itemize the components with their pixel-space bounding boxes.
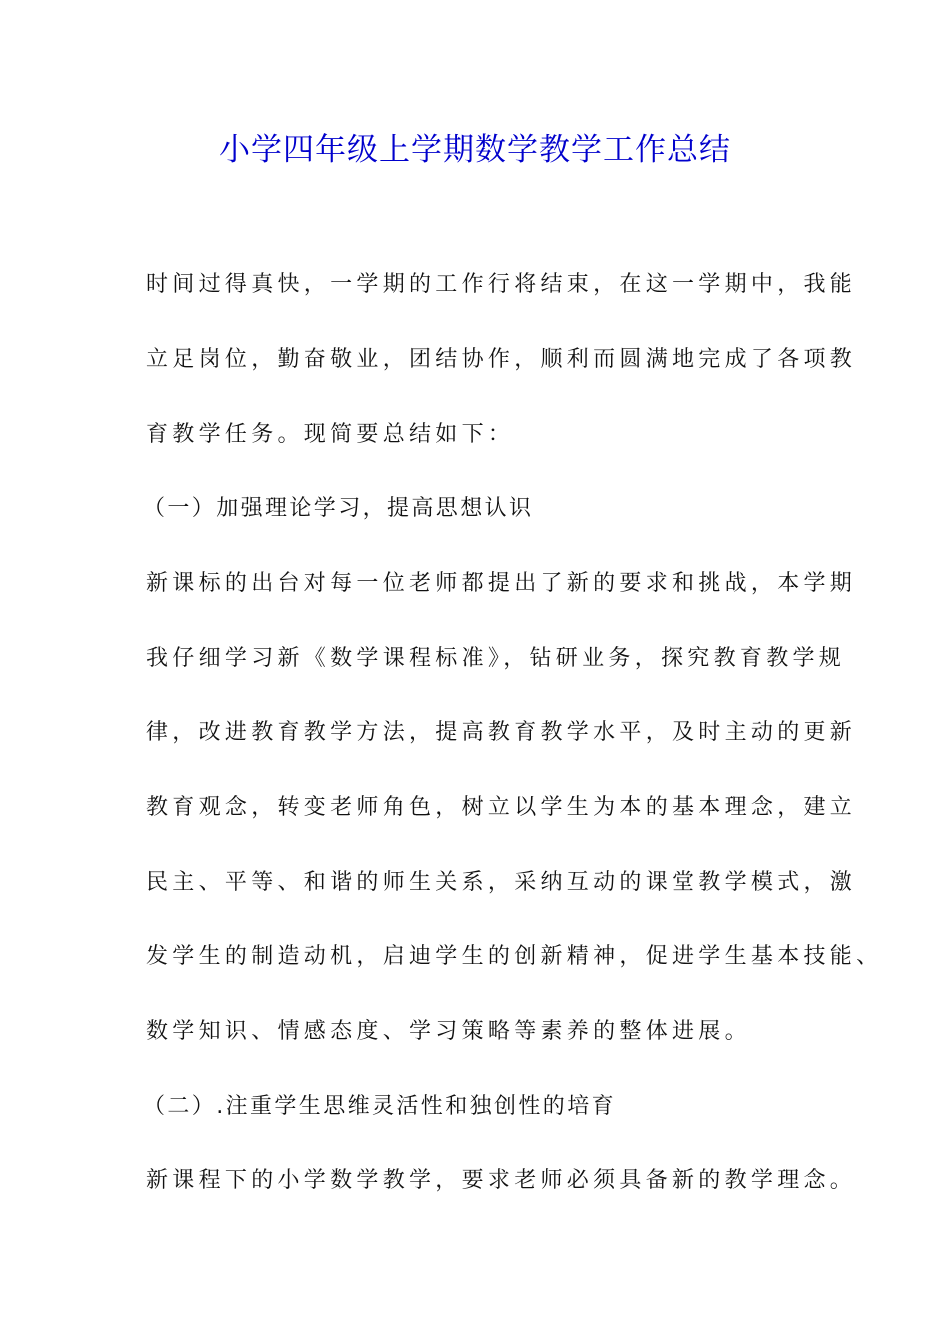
- section-heading-1: （一）加强理论学习，提高思想认识: [143, 496, 534, 521]
- paragraph-line: 时间过得真快，一学期的工作行将结束，在这一学期中，我能: [146, 272, 857, 297]
- section-heading-2: （二）.注重学生思维灵活性和独创性的培育: [143, 1094, 616, 1119]
- paragraph-line: 新课标的出台对每一位老师都提出了新的要求和挑战，本学期: [146, 571, 857, 596]
- paragraph-line: 民主、平等、和谐的师生关系，采纳互动的课堂教学模式，激: [146, 870, 857, 895]
- paragraph-line: 立足岗位，勤奋敬业，团结协作，顺利而圆满地完成了各项教: [146, 347, 857, 372]
- paragraph-line: 新课程下的小学数学教学，要求老师必须具备新的教学理念。: [146, 1168, 857, 1193]
- paragraph-line: 育教学任务。现简要总结如下：: [146, 422, 515, 447]
- document-title: 小学四年级上学期数学教学工作总结: [219, 132, 731, 168]
- paragraph-line: 数学知识、情感态度、学习策略等素养的整体进展。: [146, 1019, 751, 1044]
- paragraph-line: 发学生的制造动机，启迪学生的创新精神，促进学生基本技能、: [146, 944, 883, 969]
- paragraph-line: 教育观念，转变老师角色，树立以学生为本的基本理念，建立: [146, 795, 857, 820]
- paragraph-line: 我仔细学习新《数学课程标准》，钻研业务，探究教育教学规: [146, 646, 846, 671]
- paragraph-line: 律，改进教育教学方法，提高教育教学水平，及时主动的更新: [146, 720, 857, 745]
